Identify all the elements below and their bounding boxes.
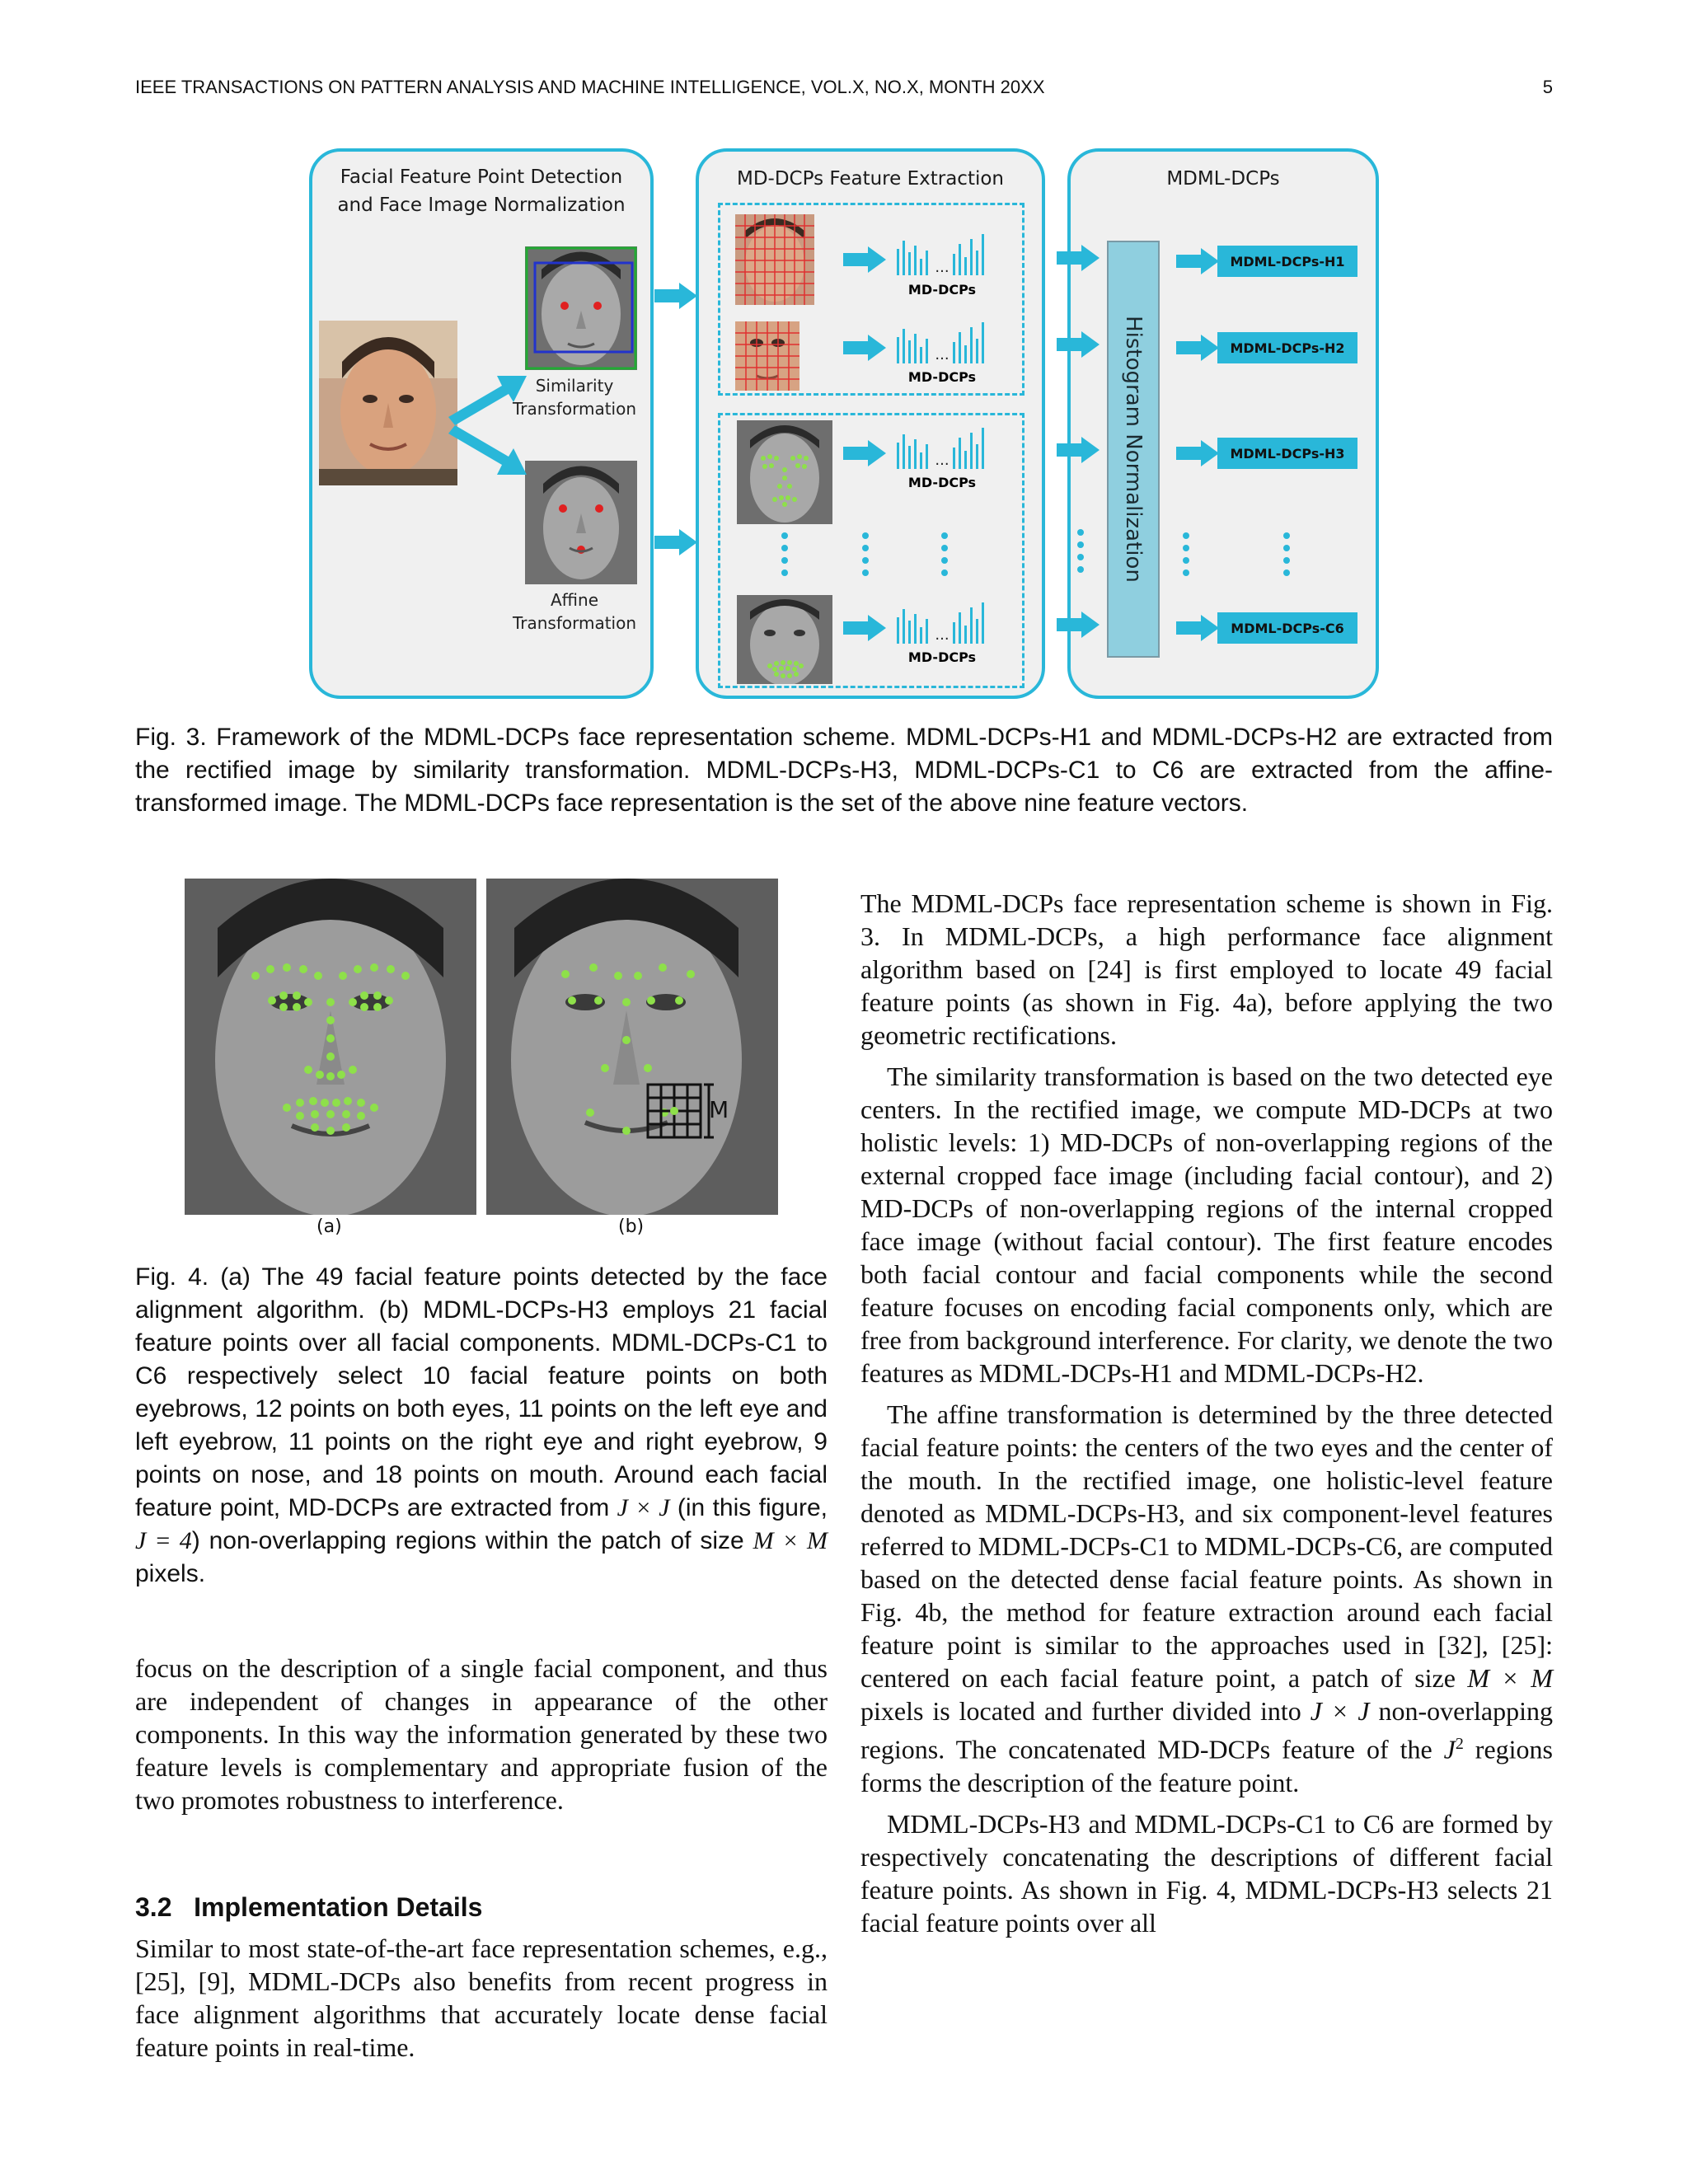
output-c6: MDML-DCPs-C6 (1217, 612, 1357, 644)
right-p3-text-d: regions forms the description of the feature point. (860, 1734, 1554, 1797)
md-dcps-label-row4: MD-DCPs (907, 649, 977, 665)
histogram-normalization-label: Histogram Normalization (1121, 316, 1146, 583)
arrow-row3 (843, 440, 886, 466)
continuation-dots-histograms (941, 532, 948, 582)
face-grid-h2 (735, 321, 799, 391)
fig4-caption-text-1: Fig. 4. (a) The 49 facial feature points detected by the face alignment algorithm. (b) MDML-DCPs-H3 employs 21 facial feature points over all facial components. MDML-DCPs-C1 to C6 respectively select 10 facial feature points on both eyebrows, 12 points on both eyes, 11 points on the left eye and left eyebrow, 11 points on the right eye and right eyebrow, 9 points on nose, and 18 points on mouth. Around each facial feature point, MD-DCPs are extracted from (135, 1263, 828, 1521)
figure-4a-face (185, 879, 476, 1215)
output-h1: MDML-DCPs-H1 (1217, 246, 1357, 277)
figure-4-caption (135, 1261, 828, 1591)
arrow-out-h3 (1176, 440, 1219, 466)
right-p3-math-1: M × M (1467, 1663, 1554, 1693)
journal-title: IEEE TRANSACTIONS ON PATTERN ANALYSIS AND MACHINE INTELLIGENCE, VOL.X, NO.X, MONTH 20XX (135, 77, 1045, 97)
right-p3-math-2: J × J (1310, 1696, 1370, 1726)
md-dcps-label-row2: MD-DCPs (907, 369, 977, 385)
panel-title-extraction: MD-DCPs Feature Extraction (736, 168, 1005, 190)
figure-4a-label: (a) (316, 1216, 342, 1237)
fig4-caption-math-2: J = 4 (135, 1527, 192, 1554)
original-face-photo (319, 321, 457, 485)
ellipsis-row4: ... (935, 626, 950, 644)
section-number: 3.2 (135, 1892, 172, 1922)
section-title: Implementation Details (194, 1892, 483, 1922)
panel-title-mdml: MDML-DCPs (1166, 168, 1280, 190)
panel-normalization (309, 148, 654, 699)
right-paragraph-4: MDML-DCPs-H3 and MDML-DCPs-C1 to C6 are formed by respectively concatenating the descriptions of different facial feature points. As shown in Fig. 4, MDML-DCPs-H3 selects 21 facial feature points over all (860, 1808, 1553, 1938)
figure-3-caption: Fig. 3. Framework of the MDML-DCPs face representation scheme. MDML-DCPs-H1 and MDML-DCPs-H2 are extracted from the rectified image by similarity transformation. MDML-DCPs-H3, MDML-DCPs-C1 to C6 are extracted from the affine-transformed image. The MDML-DCPs face representation is the set of the above nine feature vectors. (135, 724, 1553, 817)
output-h3: MDML-DCPs-H3 (1217, 438, 1357, 469)
face-landmarks-c6 (737, 595, 832, 684)
continuation-dots-out-arrows (1183, 532, 1189, 582)
ellipsis-row1: ... (935, 259, 950, 276)
fig4-caption-math-1: J × J (617, 1494, 670, 1521)
arrow-row2 (843, 335, 886, 361)
arrow-out-h2 (1176, 335, 1219, 361)
affine-label: Affine Transformation (512, 590, 637, 633)
ellipsis-row2: ... (935, 346, 950, 363)
arrow-row1 (843, 246, 886, 273)
histogram-normalization-bar (1107, 241, 1160, 658)
right-p3-text-b: pixels is located and further divided into (860, 1696, 1311, 1726)
figure-4b-label: (b) (618, 1216, 645, 1237)
ellipsis-row3: ... (935, 452, 950, 469)
left-column-paragraph-2: Similar to most state-of-the-art face representation schemes, e.g., [25], [9], MDML-DCPs also benefits from recent progress in face alignment algorithms that accurately locate dense facial feature points in real-time. (135, 1933, 828, 2062)
panel-title-normalization: Facial Feature Point Detection and Face Image Normalization (337, 166, 626, 216)
fig4-caption-text-4: pixels. (135, 1560, 206, 1587)
arrow-to-norm-3 (1057, 437, 1100, 463)
similarity-label: Similarity Transformation (512, 376, 637, 419)
panel-mdml-dcps (1067, 148, 1379, 699)
continuation-dots-between (1077, 529, 1084, 579)
right-paragraph-2: The similarity transformation is based on the two detected eye centers. In the rectified image, we compute MD-DCPs at two holistic levels: 1) MD-DCPs of non-overlapping regions of the external cropped face image (including facial contour), and 2) MD-DCPs of non-overlapping regions of the internal cropped face image (without facial contour). The first feature encodes both facial contour and facial components while the second feature focuses on encoding facial components only, which are free from background interference. For clarity, we denote the two features as MDML-DCPs-H1 and MDML-DCPs-H2. (860, 1062, 1553, 1388)
output-h2: MDML-DCPs-H2 (1217, 332, 1357, 363)
right-paragraph-3 (860, 1398, 1553, 1799)
fig4-caption-text-3: ) non-overlapping regions within the patch of size (191, 1527, 753, 1554)
arrow-to-norm-1 (1057, 245, 1100, 271)
continuation-dots-faces (781, 532, 788, 582)
left-column-paragraph-1: focus on the description of a single facial component, and thus are independent of changes in appearance of the other components. In this way the information generated by these two feature levels is complementary and appropriate fusion of the two promotes robustness to interference. (135, 1653, 828, 1815)
arrow-to-norm-2 (1057, 331, 1100, 358)
arrow-out-c6 (1176, 615, 1219, 641)
transform-arrows (444, 368, 535, 483)
face-grid-h1 (735, 214, 814, 305)
similarity-face-photo (525, 246, 637, 370)
fig4-caption-math-3: M × M (753, 1527, 828, 1554)
page-number: 5 (1542, 77, 1553, 97)
fig4-caption-text-2: (in this figure, (669, 1494, 828, 1521)
grid-size-label-m: M (709, 1096, 729, 1123)
section-heading (135, 1892, 482, 1923)
right-column (860, 887, 1553, 1939)
md-dcps-label-row1: MD-DCPs (907, 282, 977, 298)
right-p3-text-c: non-overlapping regions. The concatenated MD-DCPs feature of the (860, 1696, 1554, 1765)
md-dcps-label-row3: MD-DCPs (907, 475, 977, 490)
arrow-row4 (843, 615, 886, 641)
continuation-dots-arrows (862, 532, 869, 582)
continuation-dots-outputs (1283, 532, 1290, 582)
arrow-to-norm-4 (1057, 612, 1100, 638)
arrow-out-h1 (1176, 248, 1219, 274)
right-p3-text-a: The affine transformation is determined by the three detected facial feature points: the centers of the two eyes and the center of the mouth. In the rectified image, one holistic-level feature denoted as MDML-DCPs-H3, and six component-level features referred to MDML-DCPs-C1 to MDML-DCPs-C6, are computed based on the detected dense facial feature points. As shown in Fig. 4b, the method for feature extraction around each facial feature point is similar to the approaches used in [32], [25]: centered on each facial feature point, a patch of size (860, 1399, 1553, 1693)
face-landmarks-h3 (737, 420, 832, 524)
panel-extraction (696, 148, 1045, 699)
right-p3-superscript: 2 (1455, 1735, 1464, 1753)
figure-3 (297, 144, 1385, 705)
affine-face-photo (525, 461, 637, 584)
running-header (135, 77, 1553, 98)
right-paragraph-1: The MDML-DCPs face representation scheme is shown in Fig. 3. In MDML-DCPs, a high performance face alignment algorithm based on [24] is first employed to locate 49 facial feature points (as shown in Fig. 4a), before applying the two geometric rectifications. (860, 888, 1553, 1050)
right-p3-math-3: J (1443, 1734, 1456, 1765)
figure-4b-face (486, 879, 778, 1215)
